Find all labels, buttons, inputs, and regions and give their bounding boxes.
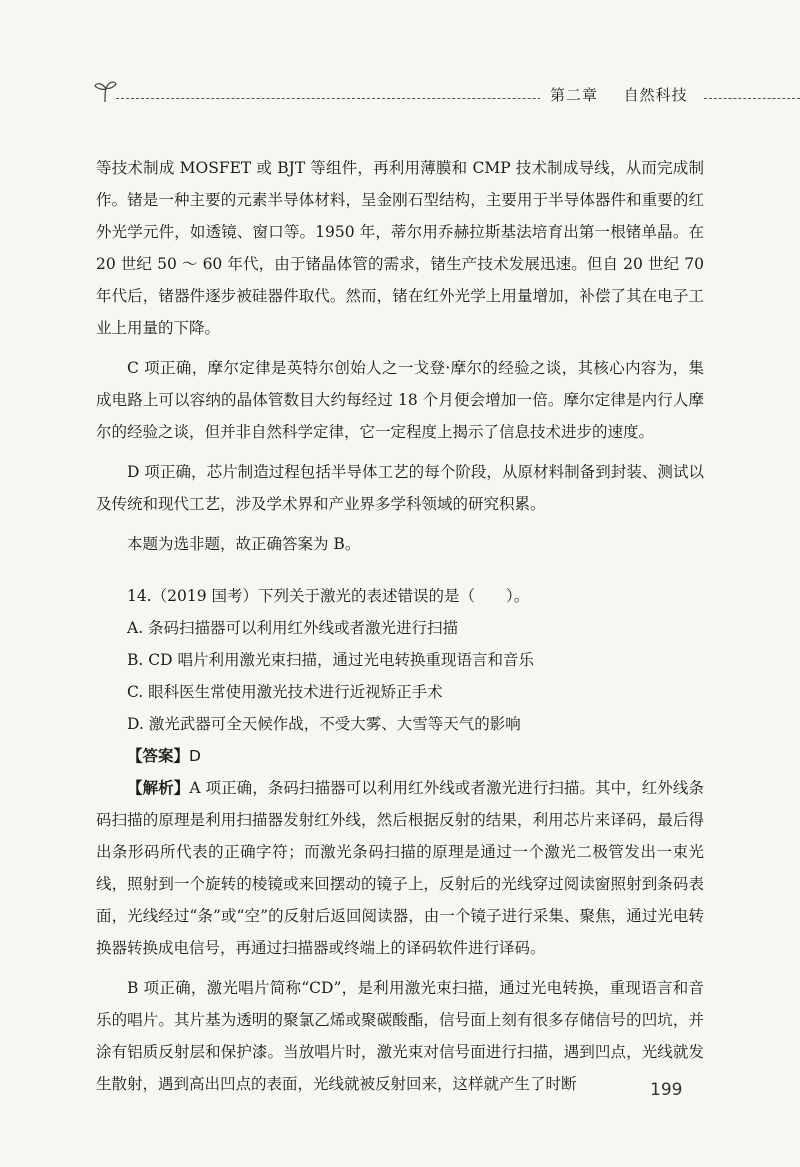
paragraph-option-c: C 项正确，摩尔定律是英特尔创始人之一戈登·摩尔的经验之谈，其核心内容为，集成电路上可以容纳的晶体管数目大约每经过 18 个月便会增加一倍。摩尔定律是内行人摩尔的经验之谈，但并非自然科学定律，它一定程度上揭示了信息技术进步的速度。: [96, 359, 704, 441]
paragraph-option-b-explanation: B 项正确，激光唱片简称“CD”，是利用激光束扫描，通过光电转换，重现语言和音乐的唱片。其片基为透明的聚氯乙烯或聚碳酸酯，信号面上刻有很多存储信号的凹坑，并涂有铝质反射层和保护漆。当放唱片时，激光束对信号面进行扫描，遇到凹点，光线就发生散射，遇到高出凹点的表面，光线就被反射回来，这样就产生了时断: [96, 979, 704, 1093]
paragraph-continuation: 等技术制成 MOSFET 或 BJT 等组件，再利用薄膜和 CMP 技术制成导线，从而完成制作。锗是一种主要的元素半导体材料，呈金刚石型结构，主要用于半导体器件和重要的红外光学元件，如透镜、窗口等。1950 年，蒂尔用乔赫拉斯基法培育出第一根锗单晶。在 20 世纪 50 ～ 60 年代，由于锗晶体管的需求，锗生产技术发展迅速。但自 20 世纪 70 年代后，锗器件逐步被硅器件取代。然而，锗在红外光学上用量增加，补偿了其在电子工业上用量的下降。: [96, 159, 704, 337]
header-rule-right: [704, 98, 800, 99]
chapter-number: 第二章: [550, 86, 599, 104]
analysis-paragraph: [96, 772, 704, 964]
question-stem: 14.（2019 国考）下列关于激光的表述错误的是（ ）。: [127, 587, 530, 605]
question-option-a: A. 条码扫描器可以利用红外线或者激光进行扫描: [127, 619, 459, 637]
page-body: [96, 152, 704, 1100]
answer-line: [96, 740, 704, 772]
sprout-icon: [92, 78, 118, 104]
page-number: 199: [650, 1080, 683, 1100]
page-header: [92, 78, 800, 108]
chapter-title: [540, 84, 698, 105]
analysis-text: A 项正确，条码扫描器可以利用红外线或者激光进行扫描。其中，红外线条码扫描的原理是利用扫描器发射红外线，然后根据反射的结果，利用芯片来译码，最后得出条形码所代表的正确字符；而激光条码扫描的原理是通过一个激光二极管发出一束光线，照射到一个旋转的棱镜或来回摆动的镜子上，反射后的光线穿过阅读窗照射到条码表面，光线经过“条”或“空”的反射后返回阅读器，由一个镜子进行采集、聚焦，通过光电转换器转换成电信号，再通过扫描器或终端上的译码软件进行译码。: [96, 779, 704, 957]
question-option-b: B. CD 唱片利用激光束扫描，通过光电转换重现语言和音乐: [127, 651, 534, 669]
paragraph-conclusion: 本题为选非题，故正确答案为 B。: [127, 535, 361, 553]
analysis-label: 【解析】: [127, 778, 190, 797]
section-title: 自然科技: [623, 86, 688, 104]
paragraph-option-d: D 项正确，芯片制造过程包括半导体工艺的每个阶段，从原材料制备到封装、测试以及传统和现代工艺，涉及学术界和产业界多学科领域的研究积累。: [96, 463, 704, 513]
question-option-c: C. 眼科医生常使用激光技术进行近视矫正手术: [127, 683, 443, 701]
question-option-d: D. 激光武器可全天候作战，不受大雾、大雪等天气的影响: [127, 715, 521, 733]
answer-value: D: [189, 747, 201, 765]
answer-label: 【答案】: [127, 746, 190, 765]
